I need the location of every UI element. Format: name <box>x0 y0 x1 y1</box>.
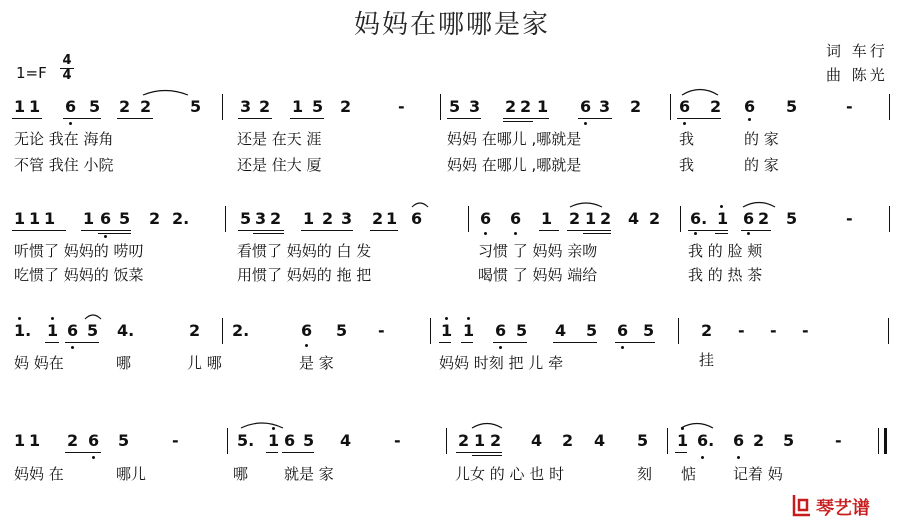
note: 2 <box>562 431 574 450</box>
dash: - <box>802 321 809 340</box>
note: 2 <box>322 209 334 228</box>
note: 2 <box>490 431 502 450</box>
note: 1 <box>268 431 280 450</box>
lyric-segment: 儿女 的 心 也 时 <box>455 465 565 483</box>
note: 1 <box>303 209 315 228</box>
note: 1 <box>537 97 549 116</box>
lyric-segment: 惦 <box>681 465 697 483</box>
note: 5 <box>786 97 798 116</box>
note: 2 <box>189 321 201 340</box>
note: 2. <box>172 209 190 228</box>
lyric-segment: 无论 我在 海角 <box>14 130 114 148</box>
lyric-segment: 我 <box>679 156 695 174</box>
note: 6 <box>301 321 313 340</box>
note: 1 <box>44 209 56 228</box>
note: 4 <box>594 431 606 450</box>
note: 6 <box>88 431 100 450</box>
note: 6 <box>744 97 756 116</box>
note: 2 <box>649 209 661 228</box>
note: 2 <box>458 431 470 450</box>
note: 2 <box>520 97 532 116</box>
note: 2 <box>67 431 79 450</box>
lyric-segment: 还是 住大 厦 <box>237 156 322 174</box>
note: 6 <box>743 209 755 228</box>
note: 4 <box>531 431 543 450</box>
note: 4. <box>117 321 135 340</box>
lyric-segment: 的 家 <box>744 130 779 148</box>
time-signature-top: 4 <box>60 54 74 69</box>
note: 2 <box>710 97 722 116</box>
note: 6 <box>67 321 79 340</box>
note: 1 <box>585 209 597 228</box>
note: 2 <box>372 209 384 228</box>
note: 5 <box>586 321 598 340</box>
note: 6 <box>100 209 112 228</box>
note: 5 <box>449 97 461 116</box>
note: 2 <box>753 431 765 450</box>
note: 6 <box>617 321 629 340</box>
lyric-segment: 喝惯 了 妈妈 端给 <box>478 266 598 284</box>
note: 2 <box>340 97 352 116</box>
note: 2 <box>270 209 282 228</box>
lyricist-credit: 词 车行 <box>826 42 888 60</box>
lyric-segment: 妈妈 在哪儿 ,哪就是 <box>447 156 582 174</box>
composer-credit: 曲 陈光 <box>826 66 888 84</box>
dash: - <box>835 431 842 450</box>
dash: - <box>738 321 745 340</box>
note: 4 <box>340 431 352 450</box>
dash: - <box>846 209 853 228</box>
note: 5 <box>336 321 348 340</box>
lyric-segment: 妈 妈在 <box>14 354 64 372</box>
note: 1. <box>14 321 32 340</box>
note: 1 <box>47 321 59 340</box>
note: 1 <box>14 431 26 450</box>
note: 1 <box>474 431 486 450</box>
dash: - <box>770 321 777 340</box>
note: 5 <box>643 321 655 340</box>
lyric-segment: 我 的 热 茶 <box>688 266 763 284</box>
note: 3 <box>469 97 481 116</box>
dash: - <box>172 431 179 450</box>
dash: - <box>378 321 385 340</box>
note: 1 <box>14 97 26 116</box>
lyric-segment: 看惯了 妈妈的 白 发 <box>237 242 372 260</box>
note: 6 <box>679 97 691 116</box>
note: 6 <box>580 97 592 116</box>
lyric-segment: 吃惯了 妈妈的 饭菜 <box>14 266 144 284</box>
note: 5 <box>637 431 649 450</box>
note: 5 <box>190 97 202 116</box>
note: 5 <box>240 209 252 228</box>
tie-arc <box>472 424 502 429</box>
note: 6 <box>480 209 492 228</box>
note: 2 <box>701 321 713 340</box>
note: 2 <box>758 209 770 228</box>
note: 1 <box>292 97 304 116</box>
lyric-segment: 是 家 <box>299 354 334 372</box>
lyric-segment: 还是 在天 涯 <box>237 130 322 148</box>
note: 6 <box>65 97 77 116</box>
lyric-segment: 妈妈 在 <box>14 465 64 483</box>
note: 2 <box>600 209 612 228</box>
note: 5 <box>87 321 99 340</box>
note: 2 <box>569 209 581 228</box>
note: 2 <box>140 97 152 116</box>
note: 2 <box>505 97 517 116</box>
note: 1 <box>541 209 553 228</box>
note: 6 <box>284 431 296 450</box>
tie-arc <box>143 91 188 96</box>
note: 6 <box>510 209 522 228</box>
note: 6 <box>495 321 507 340</box>
time-signature-bottom: 4 <box>62 68 72 83</box>
note: 5 <box>89 97 101 116</box>
note: 6. <box>690 209 708 228</box>
note: 1 <box>677 431 689 450</box>
logo-mark-icon <box>790 492 814 518</box>
logo-text: 琴艺谱 <box>816 498 870 519</box>
dash: - <box>846 97 853 116</box>
lyric-segment: 用惯了 妈妈的 拖 把 <box>237 266 372 284</box>
lyric-segment: 妈妈 时刻 把 儿 牵 <box>439 354 564 372</box>
note: 6 <box>733 431 745 450</box>
note: 1 <box>14 209 26 228</box>
dash: - <box>394 431 401 450</box>
song-title: 妈妈在哪哪是家 <box>353 10 550 40</box>
tie-arc <box>681 424 713 429</box>
tie-arc <box>241 423 283 428</box>
key-signature: 1=F <box>16 64 47 82</box>
site-logo <box>790 492 900 524</box>
note: 5 <box>312 97 324 116</box>
lyric-segment: 就是 家 <box>284 465 334 483</box>
lyric-segment: 的 家 <box>744 156 779 174</box>
lyric-segment: 哪 <box>116 354 132 372</box>
note: 5. <box>237 431 255 450</box>
lyric-segment: 我 的 脸 颊 <box>688 242 763 260</box>
note: 1 <box>463 321 475 340</box>
note: 1 <box>29 431 41 450</box>
note: 2 <box>259 97 271 116</box>
note: 3 <box>255 209 267 228</box>
note: 5 <box>783 431 795 450</box>
note: 3 <box>341 209 353 228</box>
note: 5 <box>118 431 130 450</box>
lyric-segment: 我 <box>679 130 695 148</box>
lyric-segment: 习惯 了 妈妈 亲吻 <box>478 242 598 260</box>
note: 3 <box>599 97 611 116</box>
note: 4 <box>555 321 567 340</box>
note: 1 <box>29 97 41 116</box>
note: 4 <box>628 209 640 228</box>
lyric-segment: 听惯了 妈妈的 唠叨 <box>14 242 144 260</box>
note: 1 <box>386 209 398 228</box>
tie-arc <box>85 315 101 319</box>
note: 6. <box>697 431 715 450</box>
note: 5 <box>516 321 528 340</box>
note: 5 <box>303 431 315 450</box>
note: 2 <box>119 97 131 116</box>
lyric-segment: 妈妈 在哪儿 ,哪就是 <box>447 130 582 148</box>
lyric-segment: 哪 <box>233 465 249 483</box>
lyric-segment: 刻 <box>637 465 653 483</box>
lyric-segment: 哪儿 <box>116 465 147 483</box>
tie-arc <box>743 203 775 208</box>
note: 2 <box>630 97 642 116</box>
lyric-segment: 儿 哪 <box>187 354 222 372</box>
note: 1 <box>441 321 453 340</box>
tie-arc <box>412 203 428 207</box>
note: 1 <box>83 209 95 228</box>
note: 3 <box>240 97 252 116</box>
note: 2 <box>149 209 161 228</box>
note: 2. <box>232 321 250 340</box>
note: 1 <box>29 209 41 228</box>
tie-arc <box>570 203 602 207</box>
note: 5 <box>119 209 131 228</box>
note: 6 <box>411 209 423 228</box>
tie-arc <box>682 90 718 96</box>
dash: - <box>398 97 405 116</box>
lyric-segment: 不管 我住 小院 <box>14 156 114 174</box>
lyric-segment: 挂 <box>699 351 715 369</box>
lyric-segment: 记着 妈 <box>733 465 783 483</box>
note: 5 <box>786 209 798 228</box>
note: 1 <box>717 209 729 228</box>
